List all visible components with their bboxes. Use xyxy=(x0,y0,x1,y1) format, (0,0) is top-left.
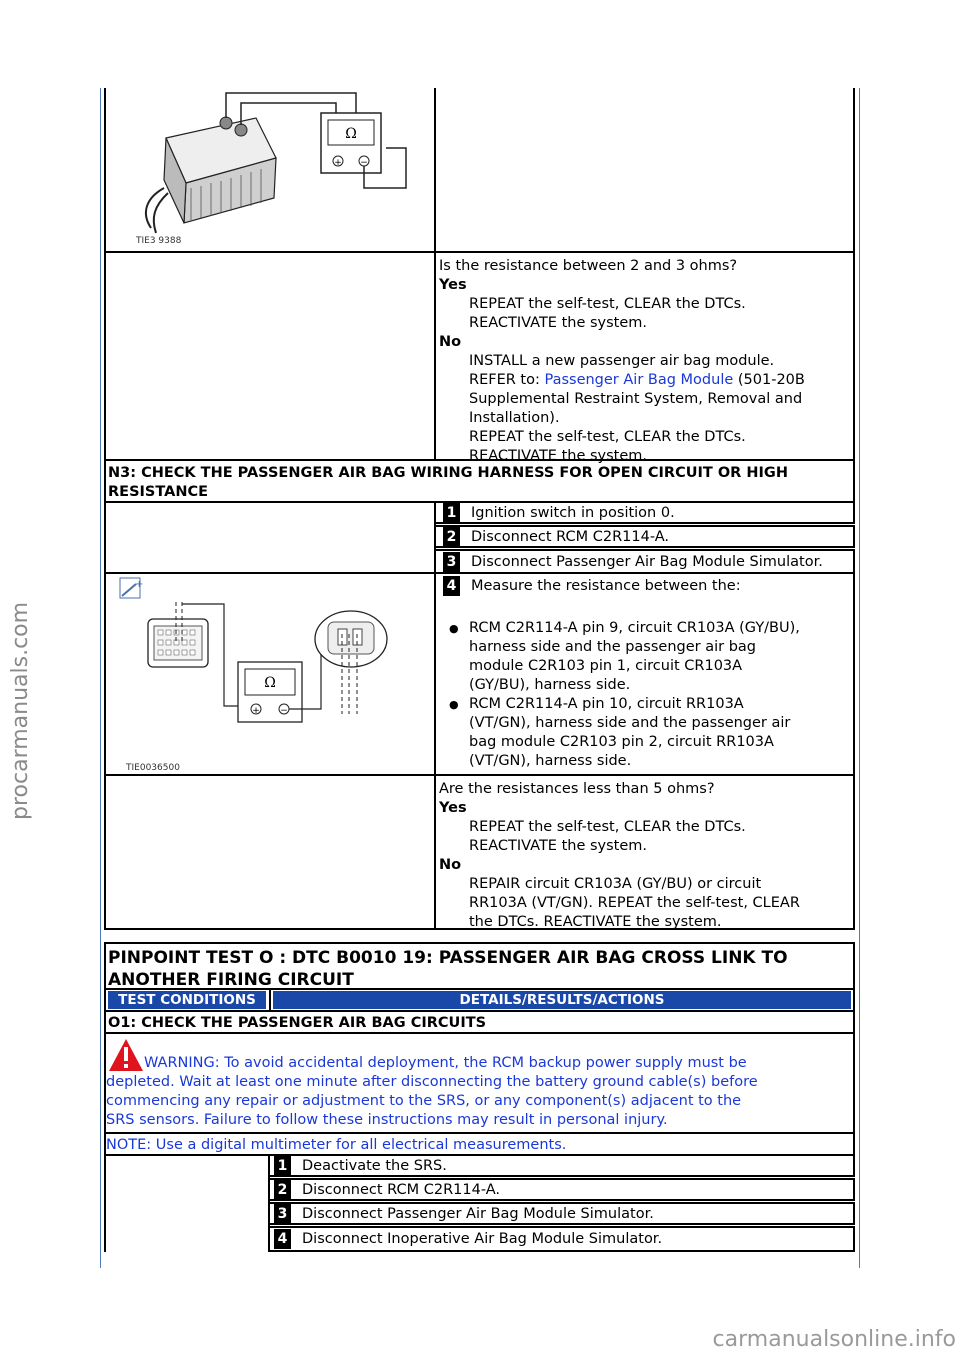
note-text: NOTE: Use a digital multimeter for all electrical measurements. xyxy=(106,1137,567,1153)
o1-step-row xyxy=(268,1154,855,1177)
module-meter-diagram xyxy=(106,88,436,251)
n3-title-line2: RESISTANCE xyxy=(108,484,209,500)
bullet-line: (VT/GN), harness side and the passenger air xyxy=(469,715,791,731)
bullet-line: ● RCM C2R114-A pin 9, circuit CR103A (GY/BU), xyxy=(469,620,800,636)
connector-meter-diagram xyxy=(106,574,436,776)
step-number: 3 xyxy=(274,1204,291,1224)
step-number: 3 xyxy=(443,552,460,572)
header-divider xyxy=(269,990,271,1010)
svg-text:Ω: Ω xyxy=(264,675,276,691)
svg-text:+: + xyxy=(334,158,342,168)
svg-text:+: + xyxy=(252,706,260,716)
passenger-air-bag-module-link[interactable]: Passenger Air Bag Module xyxy=(544,372,734,388)
n3-no-line: REPAIR circuit CR103A (GY/BU) or circuit xyxy=(469,876,762,892)
step-number: 4 xyxy=(443,576,460,596)
n2-no-line: Installation). xyxy=(469,410,560,426)
step-text: Disconnect RCM C2R114-A. xyxy=(471,529,670,545)
o1-step-row xyxy=(268,1178,855,1201)
bullet-item xyxy=(439,695,854,771)
n2-no-line: REPEAT the self-test, CLEAR the DTCs. xyxy=(469,429,746,445)
n3-step4-cell xyxy=(434,572,855,776)
bullet-item xyxy=(439,619,854,695)
test-o-header-row xyxy=(104,988,855,1012)
svg-text:−: − xyxy=(360,158,368,168)
n2-result-text xyxy=(439,257,849,466)
svg-text:Ω: Ω xyxy=(345,126,357,142)
zoom-icon[interactable] xyxy=(120,578,143,598)
warning-text xyxy=(106,1054,854,1130)
warning-line: WARNING: To avoid accidental deployment, the RCM backup power supply must be xyxy=(144,1055,747,1071)
step-text: Deactivate the SRS. xyxy=(302,1158,447,1174)
top-empty-cell xyxy=(434,88,855,253)
bullet-line: bag module C2R103 pin 2, circuit RR103A xyxy=(469,734,774,750)
side-watermark: procarmanuals.com xyxy=(8,601,33,820)
n3-no-label: No xyxy=(439,857,462,873)
bullet-line: harness side and the passenger air bag xyxy=(469,639,757,655)
step-number: 2 xyxy=(443,527,460,547)
left-margin-rule xyxy=(100,88,101,1268)
warning-cell xyxy=(104,1032,855,1134)
test-o-title-line1: PINPOINT TEST O : DTC B0010 19: PASSENGER AIR BAG CROSS LINK TO xyxy=(108,948,788,968)
n2-yes-line: REPEAT the self-test, CLEAR the DTCs. xyxy=(469,296,746,312)
image-label-middle: TIE0036500 xyxy=(126,763,180,773)
right-margin-rule xyxy=(859,88,860,1268)
step-text: Disconnect Inoperative Air Bag Module Simulator. xyxy=(302,1231,663,1247)
step-text: Disconnect RCM C2R114-A. xyxy=(302,1182,501,1198)
n2-no-label: No xyxy=(439,334,462,350)
n3-yes-label: Yes xyxy=(439,800,467,816)
n3-result-cell xyxy=(434,774,855,930)
bullet-line: module C2R103 pin 1, circuit CR103A xyxy=(469,658,743,674)
step-text: Disconnect Passenger Air Bag Module Simulator. xyxy=(471,554,823,570)
n3-no-line: RR103A (VT/GN). REPEAT the self-test, CLEAR xyxy=(469,895,800,911)
refer-suffix: (501-20B xyxy=(733,372,805,388)
n2-left-cell xyxy=(104,251,436,461)
o1-step-row xyxy=(268,1202,855,1225)
svg-text:+: + xyxy=(135,579,144,590)
refer-prefix: REFER to: xyxy=(469,372,545,388)
o1-title: O1: CHECK THE PASSENGER AIR BAG CIRCUITS xyxy=(108,1015,487,1031)
n2-yes-line: REACTIVATE the system. xyxy=(469,315,648,331)
col-header-test-conditions: TEST CONDITIONS xyxy=(108,991,266,1009)
step-text: Disconnect Passenger Air Bag Module Simulator. xyxy=(302,1206,654,1222)
n3-no-line: the DTCs. REACTIVATE the system. xyxy=(469,914,722,930)
n3-step-row xyxy=(434,525,855,548)
n3-image-cell xyxy=(104,572,436,776)
warning-line: depleted. Wait at least one minute after disconnecting the battery ground cable(s) before xyxy=(106,1074,758,1090)
n2-no-line: REACTIVATE the system. xyxy=(469,448,648,464)
n2-no-line: Supplemental Restraint System, Removal and xyxy=(469,391,803,407)
n3-steps-left-cell xyxy=(104,501,436,574)
test-o-title-line2: ANOTHER FIRING CIRCUIT xyxy=(108,970,354,990)
n3-question: Are the resistances less than 5 ohms? xyxy=(439,781,715,797)
step-number: 1 xyxy=(443,503,460,523)
top-image-cell xyxy=(104,88,436,253)
step-text: Ignition switch in position 0. xyxy=(471,505,675,521)
step-number: 1 xyxy=(274,1156,291,1176)
n3-result-left-cell xyxy=(104,774,436,930)
step-number: 4 xyxy=(274,1229,291,1249)
n3-title-cell xyxy=(104,459,855,503)
n3-step-row xyxy=(434,501,855,524)
n2-refer-line xyxy=(439,371,849,390)
n3-title-line1: N3: CHECK THE PASSENGER AIR BAG WIRING HARNESS FOR OPEN CIRCUIT OR HIGH xyxy=(108,465,788,481)
o1-step-row xyxy=(268,1226,855,1252)
warning-line: SRS sensors. Failure to follow these instructions may result in personal injury. xyxy=(106,1112,668,1128)
n3-yes-line: REACTIVATE the system. xyxy=(469,838,648,854)
bullet-line: (GY/BU), harness side. xyxy=(469,677,631,693)
bullet-line: ● RCM C2R114-A pin 10, circuit RR103A xyxy=(469,696,744,712)
bottom-watermark: carmanualsonline.info xyxy=(712,1327,956,1352)
col-header-details: DETAILS/RESULTS/ACTIONS xyxy=(273,991,851,1009)
step-text: Measure the resistance between the: xyxy=(471,578,741,594)
n3-result-text xyxy=(439,780,849,932)
n3-step-row xyxy=(434,549,855,574)
step-number: 2 xyxy=(274,1180,291,1200)
n2-no-line: INSTALL a new passenger air bag module. xyxy=(469,353,775,369)
n2-yes-label: Yes xyxy=(439,277,467,293)
image-label-top: TIE3 9388 xyxy=(136,236,182,246)
o1-title-cell xyxy=(104,1010,855,1034)
n2-question: Is the resistance between 2 and 3 ohms? xyxy=(439,258,738,274)
svg-text:−: − xyxy=(280,706,288,716)
n2-result-cell xyxy=(434,251,855,464)
n3-yes-line: REPEAT the self-test, CLEAR the DTCs. xyxy=(469,819,746,835)
bullet-line: (VT/GN), harness side. xyxy=(469,753,632,769)
note-cell xyxy=(104,1132,855,1156)
n3-bullets xyxy=(439,619,854,771)
o1-steps-left-cell xyxy=(104,1154,270,1252)
test-o-title-cell xyxy=(104,942,855,990)
warning-line: commencing any repair or adjustment to the SRS, or any component(s) adjacent to the xyxy=(106,1093,742,1109)
